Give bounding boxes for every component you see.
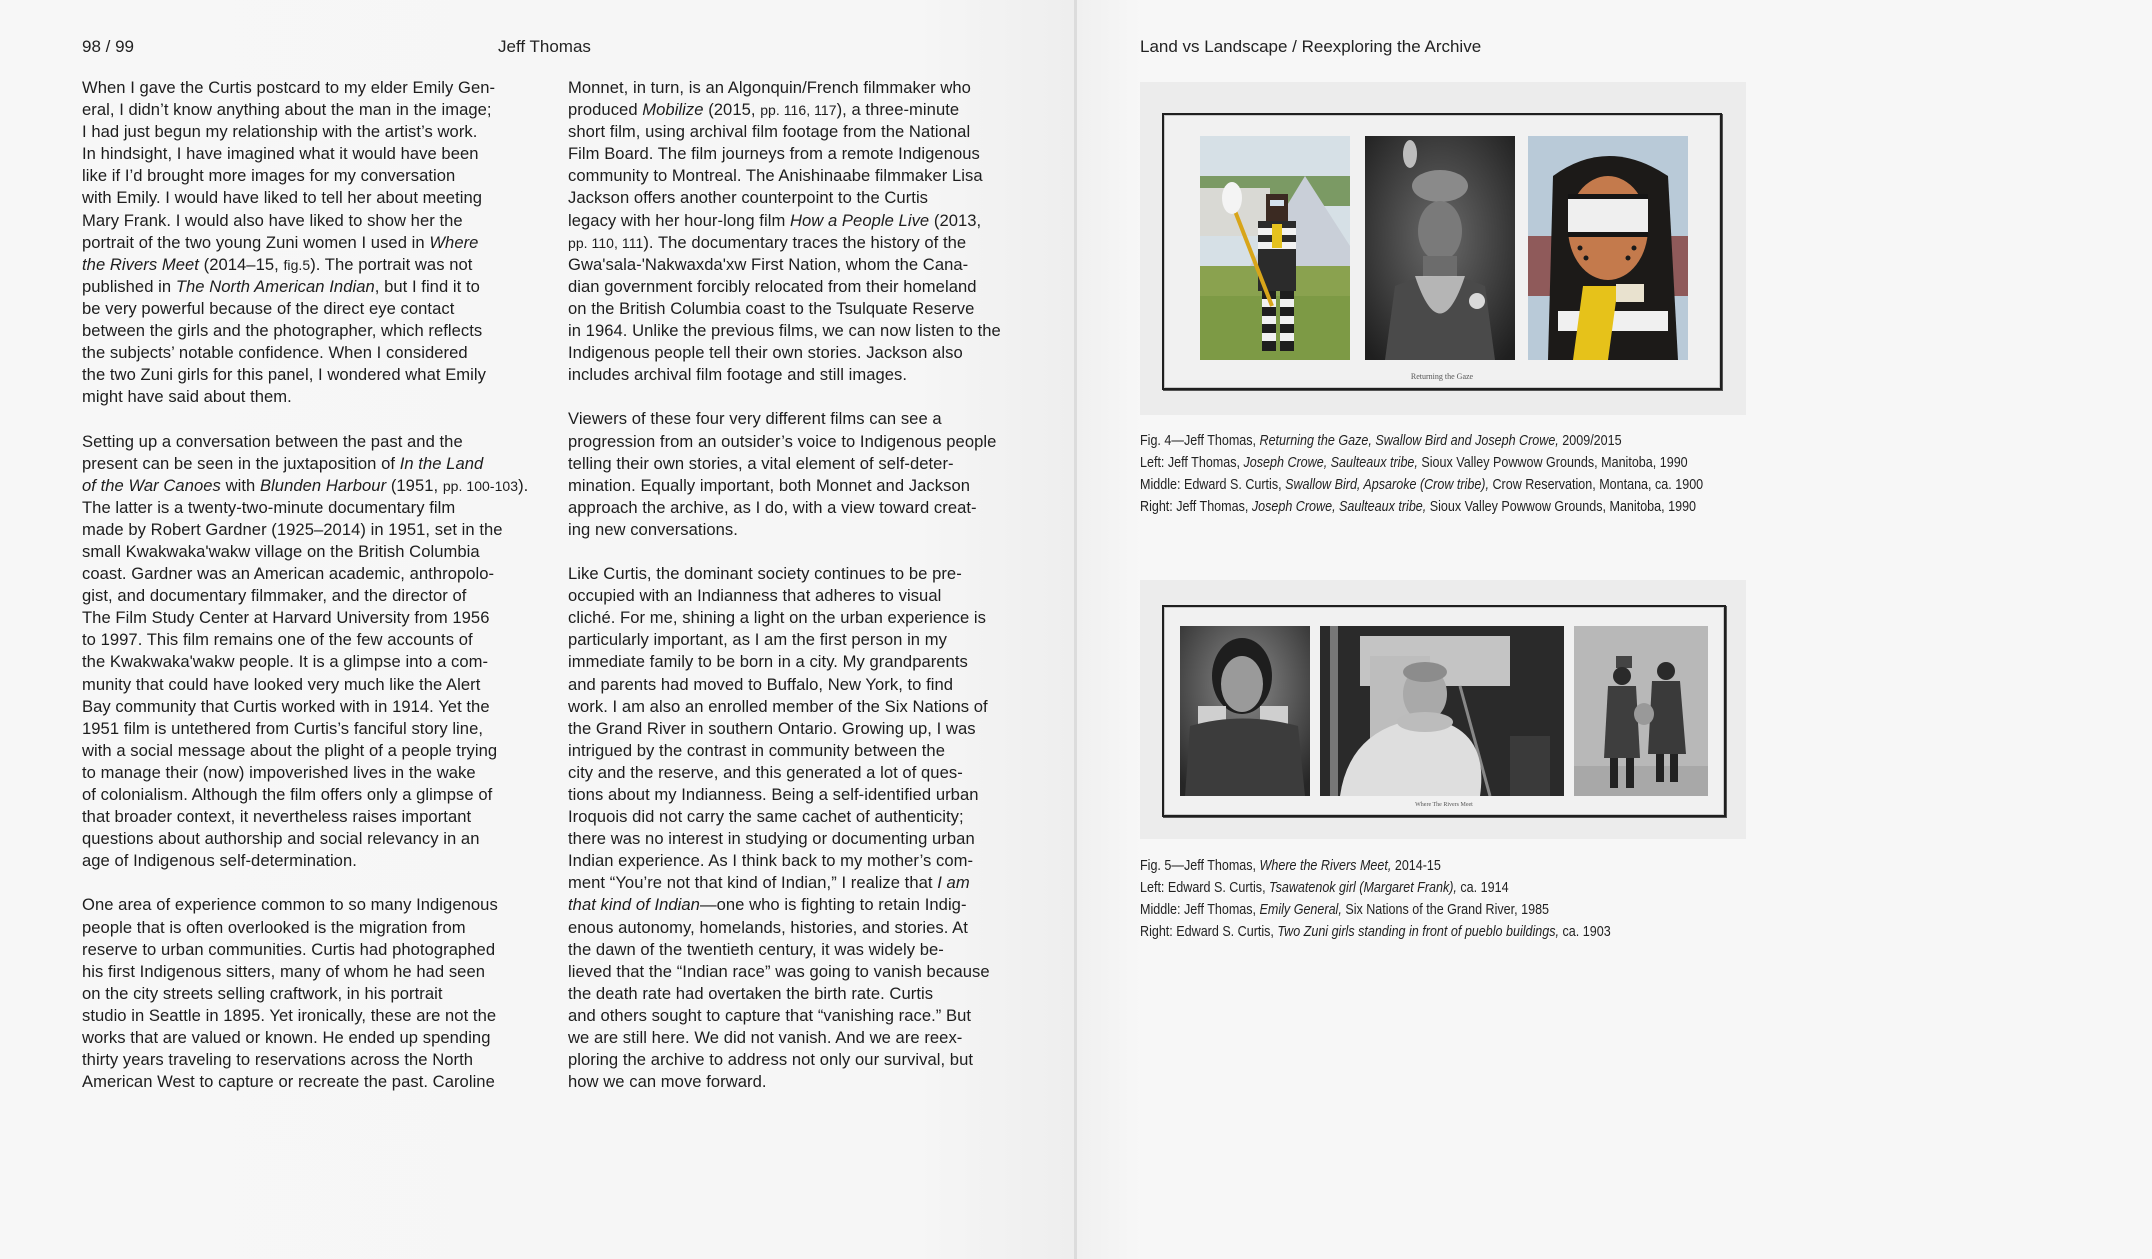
- text-run: Joseph Crowe, Saulteaux tribe,: [1251, 499, 1427, 515]
- text-line: [82, 961, 532, 983]
- text-run: The latter is a twenty-two-minute documentary film: [82, 497, 456, 517]
- text-run: his first Indigenous sitters, many of whom he had seen: [82, 961, 485, 981]
- text-run: studio in Seattle in 1895. Yet ironically, these are not the: [82, 1005, 497, 1025]
- text-line: [568, 475, 1018, 497]
- text-run: ). The documentary traces the history of the: [643, 232, 967, 252]
- text-run: occupied with an Indianness that adheres to visual: [568, 586, 942, 606]
- text-line: [82, 629, 532, 651]
- photo-joseph-crowe-full-figure: [1200, 136, 1350, 360]
- text-line: [568, 187, 1018, 209]
- text-line: [568, 563, 1018, 585]
- text-line: [568, 99, 1018, 121]
- text-line: [82, 939, 532, 961]
- body-column-1: [82, 77, 532, 1115]
- photo-two-zuni-girls: [1574, 626, 1708, 796]
- text-run: Gwa'sala-'Nakwaxda'xw First Nation, whom the Cana-: [568, 254, 969, 274]
- text-line: [568, 298, 1018, 320]
- text-line: [568, 674, 1018, 696]
- text-run: Two Zuni girls standing in front of pueblo buildings,: [1277, 924, 1560, 940]
- text-run: between the girls and the photographer, which reflects: [82, 321, 483, 341]
- text-line: [568, 320, 1018, 342]
- text-line: [568, 961, 1018, 983]
- text-run: In the Land: [399, 453, 484, 473]
- text-run: pp. 110, 111: [568, 234, 644, 251]
- text-line: [82, 210, 532, 232]
- text-run: Setting up a conversation between the past and the: [82, 431, 463, 451]
- text-run: short film, using archival film footage from the National: [568, 122, 971, 142]
- text-line: [82, 121, 532, 143]
- text-run: tions about my Indianness. Being a self-identified urban: [568, 785, 979, 804]
- text-run: ), a three-minute: [836, 100, 960, 120]
- text-line: [82, 828, 532, 850]
- figure-5-print-frame: [1162, 605, 1726, 817]
- text-run: 2014-15: [1391, 858, 1441, 874]
- text-run: gist, and documentary filmmaker, and the director of: [82, 586, 467, 606]
- text-run: Tsawatenok girl (Margaret Frank),: [1269, 880, 1457, 896]
- photo-emily-general: [1320, 626, 1564, 796]
- text-run: the Grand River in southern Ontario. Growing up, I was: [568, 718, 976, 738]
- text-run: Bay community that Curtis worked with in 1914. Yet the: [82, 696, 490, 716]
- paragraph: [82, 77, 532, 408]
- text-line: [82, 806, 532, 828]
- text-run: munity that could have looked very much like the Alert: [82, 674, 481, 694]
- text-run: small Kwakwaka'wakw village on the British Columbia: [82, 541, 480, 561]
- text-run: —one who is fighting to retain Indig-: [699, 895, 967, 915]
- text-line: [82, 364, 532, 386]
- text-run: telling their own stories, a vital element of self-deter-: [568, 453, 954, 473]
- text-line: [568, 762, 1018, 784]
- text-run: works that are valued or known. He ended up spending: [82, 1028, 491, 1048]
- text-run: on the city streets selling craftwork, in his portrait: [82, 983, 443, 1003]
- text-run: (2015,: [703, 100, 761, 120]
- text-line: [568, 210, 1018, 232]
- text-line: [82, 917, 532, 939]
- text-run: questions about authorship and social relevancy in an: [82, 829, 480, 849]
- figure-caption-credit: [1140, 496, 1703, 518]
- photo-joseph-crowe-face-paint: [1528, 136, 1688, 360]
- text-run: the death rate had overtaken the birth rate. Curtis: [568, 983, 934, 1003]
- text-run: Jackson offers another counterpoint to the Curtis: [568, 188, 929, 208]
- text-line: [568, 143, 1018, 165]
- text-line: [82, 431, 532, 453]
- text-line: [82, 298, 532, 320]
- text-line: [568, 254, 1018, 276]
- photo-swallow-bird: [1365, 136, 1515, 360]
- text-run: Monnet, in turn, is an Algonquin/French filmmaker who: [568, 78, 971, 97]
- text-line: [568, 872, 1018, 894]
- text-run: intrigued by the contrast in community between the: [568, 740, 945, 760]
- text-run: The North American Indian: [175, 276, 375, 296]
- text-run: ).: [518, 475, 529, 495]
- text-line: [82, 165, 532, 187]
- text-line: [568, 77, 1018, 99]
- text-line: [82, 519, 532, 541]
- text-run: includes archival film footage and still images.: [568, 365, 908, 385]
- text-line: [568, 784, 1018, 806]
- figure-caption-credit: [1140, 877, 1611, 899]
- text-line: [82, 784, 532, 806]
- text-run: One area of experience common to so many Indigenous: [82, 895, 498, 915]
- text-line: [568, 939, 1018, 961]
- body-column-2: [568, 77, 1018, 1115]
- text-run: portrait of the two young Zuni women I used in: [82, 232, 430, 252]
- text-run: , but I find it to: [374, 276, 480, 296]
- figure-4-print-frame: [1162, 113, 1722, 390]
- text-run: legacy with her hour-long film: [568, 210, 790, 230]
- text-run: reserve to urban communities. Curtis had photographed: [82, 939, 496, 959]
- text-run: Sioux Valley Powwow Grounds, Manitoba, 1990: [1426, 499, 1697, 515]
- text-line: [568, 983, 1018, 1005]
- text-run: I had just begun my relationship with the artist’s work.: [82, 122, 478, 142]
- text-line: [82, 475, 532, 497]
- figure-caption-credit: [1140, 474, 1703, 496]
- text-run: Iroquois did not carry the same cachet of authenticity;: [568, 807, 964, 827]
- text-line: [82, 386, 532, 408]
- text-run: ). The portrait was not: [310, 254, 473, 274]
- text-run: Swallow Bird, Apsaroke (Crow tribe),: [1285, 477, 1489, 493]
- text-run: Crow Reservation, Montana, ca. 1900: [1488, 477, 1704, 493]
- text-line: [82, 1071, 532, 1093]
- text-run: approach the archive, as I do, with a view toward creat-: [568, 497, 977, 517]
- text-run: published in: [82, 276, 176, 296]
- text-run: coast. Gardner was an American academic, anthropolo-: [82, 564, 495, 584]
- text-line: [568, 607, 1018, 629]
- text-run: with Emily. I would have liked to tell her about meeting: [82, 188, 483, 208]
- figure-caption-credit: [1140, 921, 1611, 943]
- text-run: Left: Edward S. Curtis,: [1140, 880, 1270, 896]
- text-run: like if I’d brought more images for my conversation: [82, 166, 456, 186]
- text-line: [82, 983, 532, 1005]
- page-number: 98 / 99: [82, 37, 134, 56]
- text-run: Left: Jeff Thomas,: [1140, 455, 1244, 471]
- text-line: [82, 453, 532, 475]
- text-run: in 1964. Unlike the previous films, we can now listen to the: [568, 321, 1001, 341]
- text-run: I am: [937, 873, 970, 893]
- paragraph: [568, 408, 1018, 541]
- text-run: ing new conversations.: [568, 519, 738, 539]
- text-line: [568, 828, 1018, 850]
- figure-5-print-title: Where The Rivers Meet: [1415, 802, 1473, 808]
- text-run: dian government forcibly relocated from their homeland: [568, 276, 977, 296]
- text-line: [568, 276, 1018, 298]
- text-line: [568, 629, 1018, 651]
- text-run: with a social message about the plight of a people trying: [82, 740, 498, 760]
- text-run: Six Nations of the Grand River, 1985: [1341, 902, 1550, 918]
- text-run: 1951 film is untethered from Curtis’s fanciful story line,: [82, 718, 484, 738]
- text-run: cliché. For me, shining a light on the urban experience is: [568, 608, 986, 628]
- text-run: made by Robert Gardner (1925–2014) in 1951, set in the: [82, 519, 503, 539]
- text-run: Middle: Jeff Thomas,: [1140, 902, 1260, 918]
- text-run: Viewers of these four very different films can see a: [568, 409, 942, 429]
- text-line: [82, 718, 532, 740]
- text-line: [568, 917, 1018, 939]
- text-run: Film Board. The film journeys from a remote Indigenous: [568, 144, 980, 164]
- photo-tsawatenok-girl: [1180, 626, 1310, 796]
- text-line: [82, 276, 532, 298]
- figure-5-caption: [1140, 855, 1611, 943]
- text-run: and others sought to capture that “vanishing race.” But: [568, 1005, 972, 1025]
- text-line: [568, 1027, 1018, 1049]
- text-line: [82, 77, 532, 99]
- text-run: ment “You’re not that kind of Indian,” I realize that: [568, 873, 938, 893]
- text-run: eral, I didn’t know anything about the man in the image;: [82, 100, 492, 120]
- paragraph: [82, 894, 532, 1093]
- text-line: [82, 651, 532, 673]
- text-line: [82, 894, 532, 916]
- section-running-head: Land vs Landscape / Reexploring the Archive: [1140, 37, 1482, 56]
- figure-caption-credit: [1140, 899, 1611, 921]
- text-run: Where: [429, 232, 479, 252]
- text-run: Joseph Crowe, Saulteaux tribe,: [1243, 455, 1418, 471]
- text-line: [82, 320, 532, 342]
- text-line: [568, 364, 1018, 386]
- text-line: [82, 497, 532, 519]
- text-run: ca. 1914: [1456, 880, 1509, 896]
- text-run: ploring the archive to address not only our survival, but: [568, 1050, 974, 1070]
- text-line: [568, 408, 1018, 430]
- text-line: [82, 143, 532, 165]
- text-line: [82, 254, 532, 276]
- figure-4-caption: [1140, 430, 1703, 518]
- text-line: [82, 850, 532, 872]
- left-page: [0, 0, 1074, 1259]
- text-line: [568, 1049, 1018, 1071]
- text-run: on the British Columbia coast to the Tsulquate Reserve: [568, 298, 975, 318]
- text-run: the Rivers Meet: [82, 254, 199, 274]
- text-run: fig.5: [283, 256, 311, 273]
- text-run: immediate family to be born in a city. My grandparents: [568, 652, 968, 672]
- text-run: Middle: Edward S. Curtis,: [1140, 477, 1286, 493]
- text-run: The Film Study Center at Harvard University from 1956: [82, 608, 490, 628]
- text-run: the dawn of the twentieth century, it was widely be-: [568, 939, 944, 959]
- text-line: [568, 1071, 1018, 1093]
- text-line: [568, 850, 1018, 872]
- text-line: [82, 187, 532, 209]
- text-run: particularly important, as I am the first person in my: [568, 630, 947, 650]
- text-run: community to Montreal. The Anishinaabe filmmaker Lisa: [568, 166, 983, 186]
- text-run: that broader context, it nevertheless raises important: [82, 807, 472, 827]
- text-line: [82, 696, 532, 718]
- text-run: people that is often overlooked is the migration from: [82, 917, 466, 937]
- text-run: thirty years traveling to reservations across the North: [82, 1050, 474, 1070]
- text-line: [568, 121, 1018, 143]
- text-run: American West to capture or recreate the past. Caroline: [82, 1072, 495, 1092]
- text-run: Mobilize: [642, 100, 704, 120]
- text-run: to 1997. This film remains one of the few accounts of: [82, 630, 473, 650]
- text-line: [82, 740, 532, 762]
- text-line: [568, 696, 1018, 718]
- text-line: [82, 585, 532, 607]
- author-running-head: Jeff Thomas: [498, 37, 591, 56]
- text-line: [82, 607, 532, 629]
- text-line: [568, 453, 1018, 475]
- paragraph: [568, 563, 1018, 1093]
- text-line: [568, 431, 1018, 453]
- text-run: Mary Frank. I would also have liked to show her the: [82, 210, 463, 230]
- text-run: Where the Rivers Meet,: [1259, 858, 1392, 874]
- text-run: the two Zuni girls for this panel, I wondered what Emily: [82, 365, 486, 385]
- text-run: the Kwakwaka'wakw people. It is a glimpse into a com-: [82, 652, 489, 672]
- text-run: enous autonomy, homelands, histories, and stories. At: [568, 917, 968, 937]
- figure-caption-title: [1140, 430, 1703, 452]
- text-run: mination. Equally important, both Monnet and Jackson: [568, 475, 970, 495]
- text-line: [82, 674, 532, 696]
- text-run: Emily General,: [1259, 902, 1342, 918]
- text-run: produced: [568, 100, 643, 120]
- text-run: we are still here. We did not vanish. And we are reex-: [568, 1028, 963, 1048]
- text-line: [568, 651, 1018, 673]
- text-line: [82, 1049, 532, 1071]
- text-run: pp. 116, 117: [760, 102, 837, 119]
- text-line: [568, 740, 1018, 762]
- figure-4-panel: [1140, 82, 1746, 415]
- text-line: [568, 519, 1018, 541]
- text-line: [568, 585, 1018, 607]
- text-run: how we can move forward.: [568, 1072, 767, 1092]
- text-run: Sioux Valley Powwow Grounds, Manitoba, 1990: [1417, 455, 1688, 471]
- text-line: [568, 342, 1018, 364]
- text-line: [82, 342, 532, 364]
- text-line: [82, 1027, 532, 1049]
- text-run: ca. 1903: [1559, 924, 1611, 940]
- text-line: [82, 232, 532, 254]
- text-run: Indian experience. As I think back to my mother’s com-: [568, 851, 974, 871]
- text-run: In hindsight, I have imagined what it would have been: [82, 144, 479, 164]
- text-line: [568, 718, 1018, 740]
- text-line: [82, 563, 532, 585]
- text-run: age of Indigenous self-determination.: [82, 851, 357, 871]
- text-run: 2009/2015: [1558, 433, 1622, 449]
- text-run: there was no interest in studying or documenting urban: [568, 829, 975, 849]
- text-run: present can be seen in the juxtaposition of: [82, 453, 400, 473]
- text-line: [82, 99, 532, 121]
- text-run: and parents had moved to Buffalo, New York, to find: [568, 674, 954, 694]
- text-run: When I gave the Curtis postcard to my elder Emily Gen-: [82, 78, 496, 97]
- text-run: of colonialism. Although the film offers only a glimpse of: [82, 785, 493, 804]
- text-line: [568, 894, 1018, 916]
- figure-caption-credit: [1140, 452, 1703, 474]
- paragraph: [82, 431, 532, 873]
- text-run: might have said about them.: [82, 387, 292, 407]
- text-run: to manage their (now) impoverished lives in the wake: [82, 762, 476, 782]
- text-run: Indigenous people tell their own stories. Jackson also: [568, 343, 963, 363]
- text-run: with: [220, 475, 260, 495]
- text-run: (1951,: [386, 475, 443, 495]
- text-run: progression from an outsider’s voice to Indigenous people: [568, 431, 997, 451]
- text-run: pp. 100-103: [442, 477, 519, 494]
- text-run: Returning the Gaze, Swallow Bird and Joseph Crowe,: [1259, 433, 1559, 449]
- text-run: Fig. 4—Jeff Thomas,: [1140, 433, 1260, 449]
- text-line: [568, 1005, 1018, 1027]
- text-run: lieved that the “Indian race” was going to vanish because: [568, 961, 990, 981]
- text-line: [568, 497, 1018, 519]
- text-run: (2013,: [929, 210, 982, 230]
- text-run: Right: Edward S. Curtis,: [1140, 924, 1278, 940]
- text-run: Right: Jeff Thomas,: [1140, 499, 1252, 515]
- figure-5-panel: [1140, 580, 1746, 839]
- text-run: How a People Live: [789, 210, 930, 230]
- text-line: [568, 165, 1018, 187]
- text-run: work. I am also an enrolled member of the Six Nations of: [568, 696, 988, 716]
- paragraph: [568, 77, 1018, 386]
- text-run: city and the reserve, and this generated a lot of ques-: [568, 762, 963, 782]
- text-line: [82, 762, 532, 784]
- text-run: Blunden Harbour: [259, 475, 387, 495]
- text-run: (2014–15,: [198, 254, 284, 274]
- text-run: that kind of Indian: [568, 895, 700, 915]
- text-run: of the War Canoes: [82, 475, 221, 495]
- figure-4-print-title: Returning the Gaze: [1410, 372, 1474, 381]
- text-run: be very powerful because of the direct eye contact: [82, 298, 455, 318]
- text-line: [568, 232, 1018, 254]
- text-line: [568, 806, 1018, 828]
- text-run: the subjects’ notable confidence. When I considered: [82, 343, 468, 363]
- text-line: [82, 1005, 532, 1027]
- text-run: Like Curtis, the dominant society continues to be pre-: [568, 564, 962, 584]
- text-run: Fig. 5—Jeff Thomas,: [1140, 858, 1260, 874]
- text-line: [82, 541, 532, 563]
- figure-caption-title: [1140, 855, 1611, 877]
